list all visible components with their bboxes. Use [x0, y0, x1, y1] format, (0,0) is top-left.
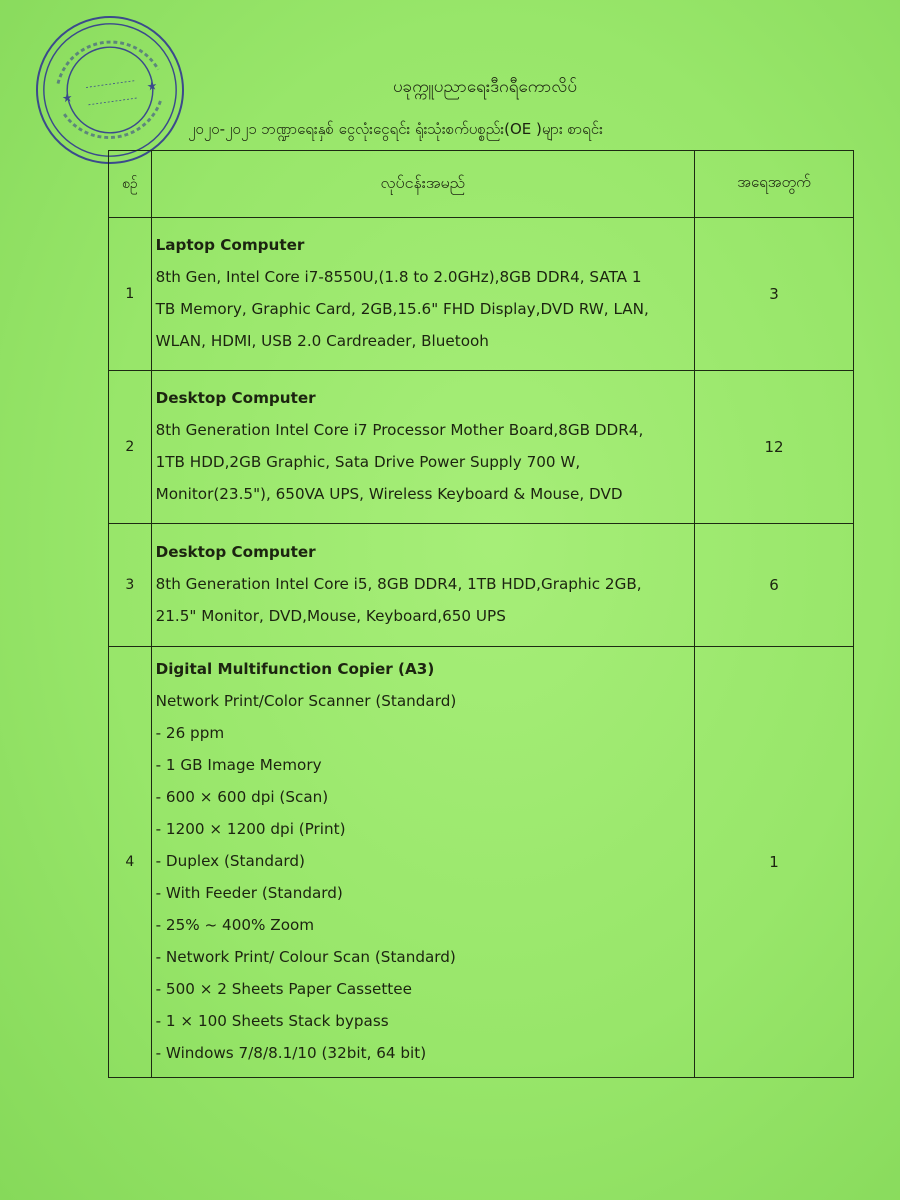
equipment-table [108, 150, 854, 1078]
item-description [151, 647, 694, 1078]
item-description [151, 524, 694, 647]
item-quantity: 6 [695, 524, 854, 647]
svg-text:★: ★ [145, 78, 159, 94]
table-row [109, 647, 854, 1078]
spec-line: - 1 GB Image Memory [155, 756, 322, 774]
table-row [109, 524, 854, 647]
spec-line: Monitor(23.5"), 650VA UPS, Wireless Keyboard & Mouse, DVD [155, 485, 623, 503]
spec-line: - With Feeder (Standard) [155, 884, 343, 902]
table-row [109, 371, 854, 524]
header-quantity: အရေအတွက် [695, 151, 854, 218]
spec-line: TB Memory, Graphic Card, 2GB,15.6" FHD Display,DVD RW, LAN, [155, 300, 649, 318]
spec-line: 8th Generation Intel Core i5, 8GB DDR4, 1TB HDD,Graphic 2GB, [155, 575, 642, 593]
spec-line: - 25% ~ 400% Zoom [155, 916, 315, 934]
item-title: Desktop Computer [155, 543, 316, 561]
item-quantity: 12 [695, 371, 854, 524]
table-row [109, 218, 854, 371]
item-quantity: 3 [695, 218, 854, 371]
spec-line: - 26 ppm [155, 724, 225, 742]
header-serial-number: စဉ် [109, 151, 152, 218]
item-title: Desktop Computer [155, 389, 316, 407]
item-title: Laptop Computer [155, 236, 305, 254]
table-header-row [109, 151, 854, 218]
spec-line: 8th Gen, Intel Core i7-8550U,(1.8 to 2.0GHz),8GB DDR4, SATA 1 [155, 268, 642, 286]
row-number: 2 [109, 371, 152, 524]
spec-line: 1TB HDD,2GB Graphic, Sata Drive Power Supply 700 W, [155, 453, 581, 471]
item-description [151, 371, 694, 524]
spec-line: - Duplex (Standard) [155, 852, 305, 870]
document-subtitle: ၂၀၂၀-၂၀၂၁ ဘဏ္ဍာရေးနှစ် ငွေလုံးငွေရင်း ရုံးသုံးစက်ပစ္စည်း(OE )များ စာရင်း [188, 120, 603, 138]
spec-line: 8th Generation Intel Core i7 Processor Mother Board,8GB DDR4, [155, 421, 644, 439]
spec-line: 21.5" Monitor, DVD,Mouse, Keyboard,650 UPS [155, 607, 506, 625]
item-description [151, 218, 694, 371]
svg-text:★: ★ [61, 90, 74, 106]
spec-line: - 600 × 600 dpi (Scan) [155, 788, 329, 806]
spec-line: WLAN, HDMI, USB 2.0 Cardreader, Bluetooh [155, 332, 489, 350]
document-title: ပခုက္ကူပညာရေးဒီဂရီကောလိပ် [392, 77, 578, 97]
spec-line: - 1200 × 1200 dpi (Print) [155, 820, 346, 838]
item-quantity: 1 [695, 647, 854, 1078]
spec-line: - 500 × 2 Sheets Paper Cassettee [155, 980, 412, 998]
spec-line: - Windows 7/8/8.1/10 (32bit, 64 bit) [155, 1044, 427, 1062]
spec-line: - 1 × 100 Sheets Stack bypass [155, 1012, 389, 1030]
header-item-name: လုပ်ငန်းအမည် [151, 151, 694, 218]
item-title: Digital Multifunction Copier (A3) [155, 660, 435, 678]
row-number: 1 [109, 218, 152, 371]
row-number: 4 [109, 647, 152, 1078]
row-number: 3 [109, 524, 152, 647]
spec-line: Network Print/Color Scanner (Standard) [155, 692, 457, 710]
spec-line: - Network Print/ Colour Scan (Standard) [155, 948, 456, 966]
